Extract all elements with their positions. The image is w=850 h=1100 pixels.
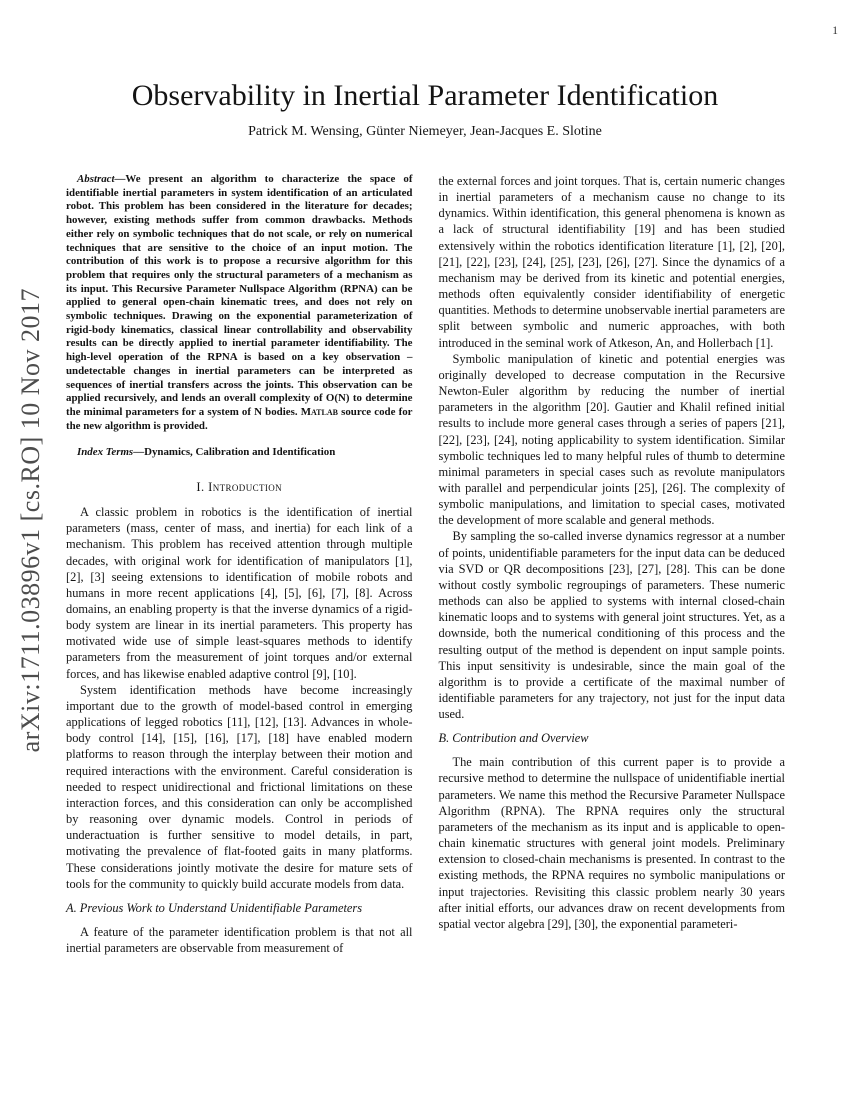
right-paragraph-1: the external forces and joint torques. That is, certain numeric changes in inertial parameters of a mechanism cause no change to its dynamics. Within identification, this general phenomena is known as a lack of structural identifiability [19] and has been studied extensively within the robotics identification literature [1], [2], [20], [21], [22], [23], [24], [25], [23], [26], [27]. Since the dynamics of a mechanism may be derived from its kinetic and potential energies, methods often equivalently consider identifiability of energetic quantities. Methods to determine unobservable inertial parameters are split between symbolic and numeric approaches, with both introduced in the seminal work of Atkeson, An, and Hollerbach [1].	[438, 174, 785, 350]
abstract-label: Abstract	[77, 173, 115, 185]
index-terms-label: Index Terms	[77, 446, 134, 459]
right-paragraph-3: By sampling the so-called inverse dynamics regressor at a number of points, unidentifiable parameters for the input data can be deduced via SVD or QR decompositions [23], [27], [28]. This can be done without costly symbolic regroupings of parameters. These numeric methods can also be applied to systems with internal closed-chain kinematic loops and to systems with general joint structures. Yet, as a downside, both the numerical conditioning of this process and the resulting output of the method is dependent on input sample points. This input sensitivity is undesirable, since the main goal of the algorithm is to provide a certificate of the maximal number of identifiable parameters for any trajectory, not just for the input data used.	[438, 529, 785, 722]
abstract-text: —We present an algorithm to characterize the space of identifiable inertial parameters in system identification of an articulated robot. This problem has been considered in the literature for decades; however, existing methods suffer from common drawbacks. Methods either rely on symbolic techniques that do not scale, or rely on numerical techniques that are sensitive to the choice of an input motion. The contribution of this work is to propose a recursive algorithm for this problem that requires only the structural parameters of a mechanism as its input. This Recursive Parameter Nullspace Algorithm (RPNA) can be applied to general open-chain kinematic trees, and does not rely on symbolic techniques. Drawing on the exponential parameterization of rigid-body kinematics, classical linear controllability and observability results can be directly applied to inertial parameter identifiability. The high-level operation of the RPNA is based on a key observation – undetectable changes in inertial parameters can be interpreted as sequences of inertial transfers across the joints. This observation can be applied recursively, and lends an overall complexity of O(N) to determine the minimal parameters for a system of N bodies.	[66, 173, 413, 418]
left-column	[66, 173, 413, 956]
intro-paragraph-1: A classic problem in robotics is the identification of inertial parameters (mass, center of mass, and inertia) for each link of a mechanism. This problem has received attention through multiple decades, with original work for identification of manipulators [1], [2], [3] seeing extensions to identification of mobile robots and humans in more recent applications [4], [5], [6], [7], [8]. Across domains, an enabling property is that the inverse dynamics of a rigid-body system are linear in its inertial parameters. This property has motivated wide use of simple least-squares methods to identify parameters from the measurement of joint torques and/or external forces, and has likewise enabled adaptive control [9], [10].	[66, 505, 413, 681]
page-number: 1	[832, 25, 838, 37]
subsection-b-paragraph: The main contribution of this current paper is to provide a recursive method to determine the nullspace of unidentifiable inertial parameters. We name this method the Recursive Parameter Nullspace Algorithm (RPNA). The RPNA requires only the structural parameters of the mechanism as its input and is applicable to open-chain kinematic structures with general joint models. Preliminary extension to closed-chain mechanisms is presented. In contrast to the existing methods, the RPNA requires no symbolic manipulations or input trajectories. Revisiting this classic problem nearly 30 years after initial efforts, our advances draw on recent developments from spatial vector algebra [29], [30], the exponential parameteri-	[438, 755, 785, 931]
intro-paragraph-2: System identification methods have become increasingly important due to the growth of model-based control in emerging applications of legged robotics [11], [12], [13]. Advances in whole-body control [14], [15], [16], [17], [18] have enabled modern platforms to reason through the interplay between their motion and required interactions with the environment. Careful consideration is needed to respect unidirectional and frictional limitations on these interaction forces, and this consideration can only be accomplished by reasoning over dynamic models. Control in periods of underactuation is further sensitive to model details, in part, motivating the prevalence of flat-footed gaits in many platforms. These considerations jointly motivate the desire for mature sets of tools for the community to quickly build accurate models from data.	[66, 682, 413, 891]
abstract-paragraph	[66, 173, 413, 433]
matlab-smallcaps: Matlab	[300, 405, 338, 418]
subsection-heading-a: A. Previous Work to Understand Unidentifiable Parameters	[66, 900, 363, 915]
paper-title: Observability in Inertial Parameter Identification	[131, 79, 719, 112]
subsection-heading-b: B. Contribution and Overview	[438, 731, 589, 746]
section-heading-introduction: I. Introduction	[196, 480, 283, 495]
index-terms	[66, 446, 413, 460]
right-column	[439, 173, 786, 956]
right-paragraph-2: Symbolic manipulation of kinetic and potential energies was originally developed to decrease computation in the Recursive Newton-Euler algorithm by reducing the number of inertial parameters in the algorithm [20]. Gautier and Khalil refined initial results to include more general cases through a series of papers [21], [22], [23], [24], noting applicability to system identification. Similar symbolic techniques led to many helpful rules of thumb to determine minimal parameters in special cases such as revolute manipulators with parallel and perpendicular joints [25], [26]. The complexity of symbolic manipulations, and limitation to special cases, motivated the development of more scalable and general methods.	[438, 351, 785, 528]
paper-authors: Patrick M. Wensing, Günter Niemeyer, Jean-Jacques E. Slotine	[248, 124, 602, 139]
arxiv-watermark: arXiv:1711.03896v1 [cs.RO] 10 Nov 2017	[16, 288, 45, 753]
abstract-text-2: source code for the new algorithm is provided.	[66, 405, 413, 432]
two-column-body	[66, 173, 785, 956]
subsection-a-paragraph: A feature of the parameter identification problem is that not all inertial parameters are observable from measurement of	[66, 924, 413, 955]
index-terms-text: —Dynamics, Calibration and Identification	[133, 446, 336, 459]
